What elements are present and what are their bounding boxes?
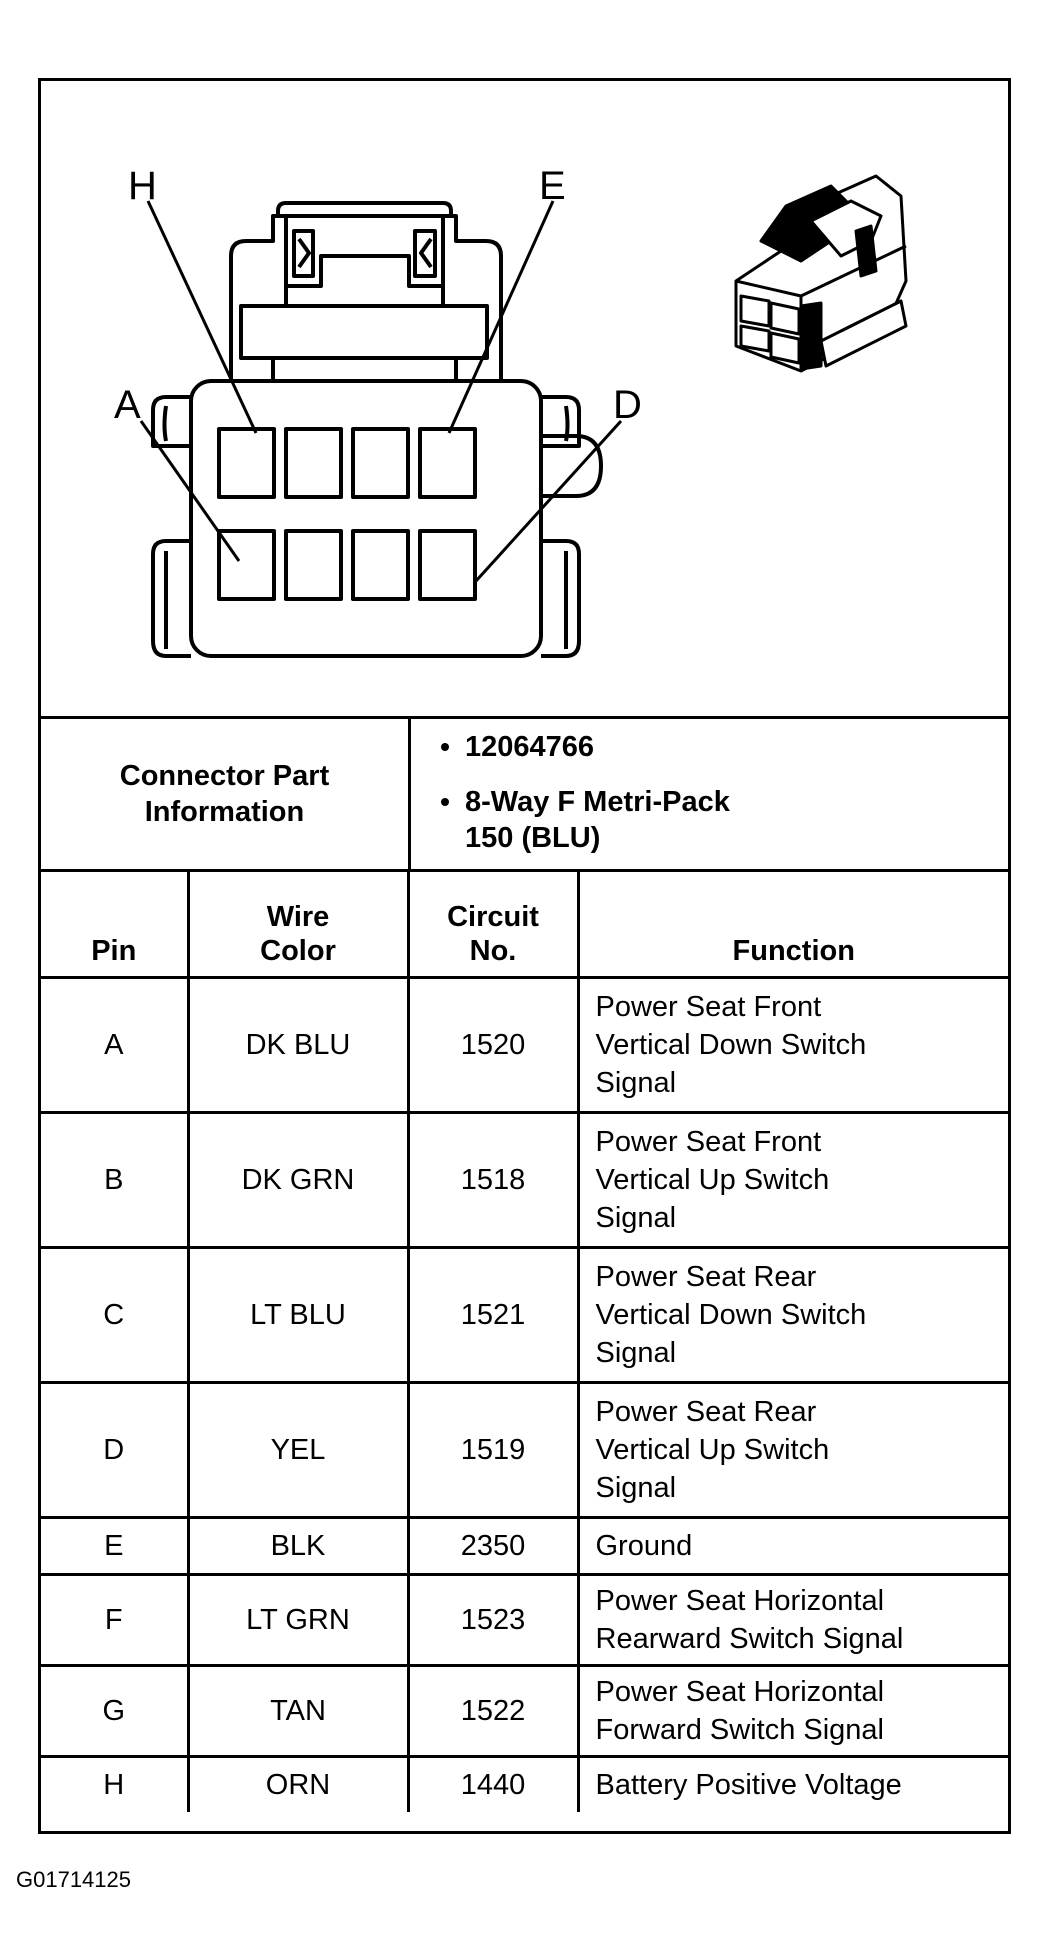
function-cell [578, 1575, 1008, 1666]
connector-part-info-label: Connector Part Information [119, 760, 330, 828]
table-row [41, 1383, 1008, 1518]
part-number: 12064766 [465, 731, 595, 763]
connector-part-info-values [411, 719, 1008, 869]
pin-table-header [41, 872, 1008, 978]
header-pin: Pin [41, 872, 188, 978]
connector-3d-view [736, 176, 906, 371]
function-line: Signal [595, 1067, 677, 1099]
function-line: Vertical Down Switch [595, 1299, 867, 1331]
cavity-a [219, 531, 274, 599]
connector-drawing [41, 81, 1008, 716]
cavity-h [219, 429, 274, 497]
function-line: Ground [595, 1530, 693, 1562]
function-cell [578, 1518, 1008, 1575]
circuit-cell: 1521 [408, 1248, 578, 1383]
wire-color-cell: YEL [188, 1383, 408, 1518]
circuit-cell: 1440 [408, 1757, 578, 1813]
wire-color-cell: DK BLU [188, 978, 408, 1113]
connector-figure-frame [38, 78, 1011, 1834]
pin-table [41, 872, 1008, 1812]
function-cell [578, 1113, 1008, 1248]
circuit-cell: 1522 [408, 1666, 578, 1757]
cavity-f [353, 429, 408, 497]
header-circuit-no [408, 872, 578, 978]
connector-diagram [41, 81, 1008, 719]
function-line: Signal [595, 1472, 677, 1504]
wire-color-cell: LT GRN [188, 1575, 408, 1666]
function-line: Power Seat Rear [595, 1396, 817, 1428]
connector-series: 150 (BLU) [465, 822, 601, 854]
function-line: Battery Positive Voltage [595, 1769, 902, 1801]
table-row [41, 1248, 1008, 1383]
cavity-c [353, 531, 408, 599]
pin-cell: D [41, 1383, 188, 1518]
header-circuit-no-text: Circuit No. [447, 901, 539, 967]
pin-cell: E [41, 1518, 188, 1575]
function-line: Power Seat Horizontal [595, 1585, 885, 1617]
pin-cell: H [41, 1757, 188, 1813]
function-line: Vertical Up Switch [595, 1434, 830, 1466]
function-line: Power Seat Front [595, 1126, 822, 1158]
wire-color-cell: ORN [188, 1757, 408, 1813]
function-line: Forward Switch Signal [595, 1714, 884, 1746]
circuit-cell: 2350 [408, 1518, 578, 1575]
leader-e [449, 201, 553, 433]
latch-bar [241, 306, 487, 358]
connector-type: 8-Way F Metri-Pack [465, 786, 730, 818]
table-row [41, 1113, 1008, 1248]
function-line: Signal [595, 1337, 677, 1369]
table-row [41, 1666, 1008, 1757]
function-cell [578, 1383, 1008, 1518]
function-line: Rearward Switch Signal [595, 1623, 904, 1655]
table-row [41, 978, 1008, 1113]
figure-id: G01714125 [16, 1867, 131, 1892]
cavity-b [286, 531, 341, 599]
circuit-cell: 1518 [408, 1113, 578, 1248]
function-line: Power Seat Rear [595, 1261, 817, 1293]
function-cell [578, 1666, 1008, 1757]
pin-cell: F [41, 1575, 188, 1666]
function-cell [578, 1248, 1008, 1383]
cavity-e [420, 429, 475, 497]
connector-part-info-row [41, 719, 1008, 872]
cavity-g [286, 429, 341, 497]
pin-cell: C [41, 1248, 188, 1383]
pin-cell: B [41, 1113, 188, 1248]
function-cell [578, 978, 1008, 1113]
function-line: Vertical Up Switch [595, 1164, 830, 1196]
wire-color-cell: TAN [188, 1666, 408, 1757]
function-line: Signal [595, 1202, 677, 1234]
pin-cell: G [41, 1666, 188, 1757]
header-wire-color-text: Wire Color [260, 901, 336, 967]
wire-color-cell: DK GRN [188, 1113, 408, 1248]
wire-color-cell: LT BLU [188, 1248, 408, 1383]
label-h: H [128, 164, 157, 208]
function-line: Power Seat Horizontal [595, 1676, 885, 1708]
connector-part-info-label-cell [41, 719, 411, 869]
circuit-cell: 1519 [408, 1383, 578, 1518]
bullet-icon [441, 743, 449, 751]
header-wire-color [188, 872, 408, 978]
pin-cell: A [41, 978, 188, 1113]
function-line: Power Seat Front [595, 991, 822, 1023]
circuit-cell: 1523 [408, 1575, 578, 1666]
table-row [41, 1518, 1008, 1575]
circuit-cell: 1520 [408, 978, 578, 1113]
function-line: Vertical Down Switch [595, 1029, 867, 1061]
wire-color-cell: BLK [188, 1518, 408, 1575]
label-d: D [613, 383, 642, 427]
bullet-icon [441, 798, 449, 806]
cavity-d [420, 531, 475, 599]
connector-body [191, 381, 541, 656]
function-cell [578, 1757, 1008, 1813]
table-row [41, 1575, 1008, 1666]
label-a: A [114, 383, 141, 427]
header-function: Function [578, 872, 1008, 978]
label-e: E [539, 164, 566, 208]
table-row [41, 1757, 1008, 1813]
